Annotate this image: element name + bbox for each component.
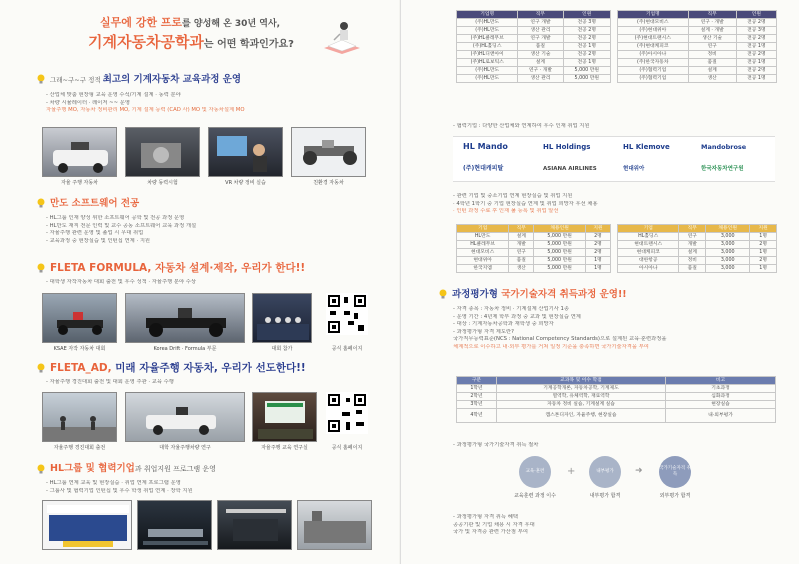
section-bullets-hl-group [46, 480, 391, 495]
section-bullets-curriculum [46, 92, 391, 115]
bullet-item: - HL그룹 인재 양성 위한 소프트웨어 공학 및 전공 과정 운영 [46, 215, 185, 221]
lightbulb-icon [35, 197, 47, 209]
lightbulb-icon [35, 73, 47, 85]
logo-hl-holdings: HL Holdings [543, 142, 591, 151]
page-title [88, 33, 294, 52]
photo-caption: 대학 자율주행차량 연구 [159, 445, 211, 451]
section-title-formula: FLETA FORMULA, 자동차 설계·제작, 우리가 한다!! [50, 262, 306, 274]
table-row: (주)HL만도 연구 · 개발 5,000 만원 [457, 67, 611, 75]
table-internship-a [456, 224, 611, 273]
photo-hl-building [217, 500, 292, 550]
lightbulb-icon [437, 288, 449, 300]
bullet-item: - 대학생 자작자동차 대회 출전 및 우수 성적 · 자율주행 분야 수상 [46, 279, 197, 285]
photo-caption: VR 차량 정비 실습 [225, 180, 266, 186]
bullet-item: - 자율주행 경진대회 출전 및 대회 운영 주관 · 교육 수행 [46, 379, 174, 385]
step-training-icon: 교육·훈련 [519, 456, 551, 488]
table-row: 현대모비스 연구 5,000 만원 2명 [457, 249, 611, 257]
bullet-item: - 산업체 맞춤 현장형 교육 운영 수석/기계 설계 · 동력 분야 [46, 92, 181, 98]
bullet-item: - 그룹사 및 협력기업 인턴십 및 우수 학생 취업 연계 · 장학 지원 [46, 487, 193, 494]
section-title-software: 만도 소프트웨어 전공 [50, 198, 140, 209]
step-caption: 교육훈련 과정 이수 [514, 493, 556, 499]
photo-team [252, 293, 312, 343]
table-header-row: 기업명 직무 인원 [618, 11, 777, 19]
bullet-item: 자율주행 MO, 자동차 정비관리 MO, 기계 설계 능력 (CAD 사) MO 및 자동차설계 MO [46, 107, 245, 113]
table-row: (주)한국자동차 품질 전공 1명 [618, 59, 777, 67]
left-page [0, 0, 399, 564]
table-row: 현대위아 품질 5,000 만원 1명 [457, 257, 611, 265]
bullet-item: - 교육과정 중 현장실습 및 인턴십 연계 · 지원 [46, 237, 151, 244]
section-bullets-formula [46, 279, 386, 287]
section-title-certification: 과정평가형 국가기술자격 취득과정 운영!! [452, 289, 627, 300]
bullet-item: - HL만도 재직 전문 인력 및 교수 공동 소프트웨어 교육 과정 개설 [46, 222, 197, 229]
photo-autonomous-vehicle [125, 392, 245, 442]
table-row: (주)HL로보틱스 설계 전공 1명 [457, 59, 611, 67]
table-row: (주)HL만도 생산 관리 전공 2명 [457, 27, 611, 35]
table-header-row: 기업 직무 채용인원 지원 [457, 225, 611, 233]
bullet-item: - 운영 기간 : 4년제 학부 과정 중 교과 및 현장실습 연계 [453, 313, 581, 320]
header-line1 [100, 16, 280, 30]
table-row: 현대케피코 설계 3,000 1명 [618, 249, 777, 257]
section-title-autonomous: FLETA_AD, 미래 자율주행 자동차, 우리가 선도한다!! [50, 362, 306, 374]
header-text: 를 양성해 온 30년 역사, [182, 19, 281, 29]
photo-autonomous-contest [42, 392, 117, 442]
section-bullets-software [46, 215, 386, 245]
photo-hl-factory [297, 500, 372, 550]
table-row: 한국지엠 생산 5,000 만원 1명 [457, 265, 611, 273]
table-row: 아시아나 품질 3,000 1명 [618, 265, 777, 273]
logo-hyundai-capital: (주)현대캐피탈 [463, 165, 504, 173]
table-row: (주)아시아나 정비 전공 2명 [618, 51, 777, 59]
table-row: (주)협력기업 설계 전공 2명 [618, 67, 777, 75]
table-row: (주)현대위아 설계 · 개발 전공 3명 [618, 27, 777, 35]
section-bullets-autonomous [46, 379, 386, 387]
table-row: (주)HL만도 생산 관리 5,000 만원 [457, 75, 611, 83]
step-certificate-icon: 국가기술자격 취득 [659, 456, 691, 488]
bullet-item: - 자격 종목 : 자동차 정비 · 기계설계 산업기사 1종 [453, 306, 570, 312]
internship-info: - 관련 기업 및 중소기업 연계 현장실습 및 취업 지원 · 4학년 1학기 중 기업 현장실습 연계 및 취업 희망자 우선 채용 · 인턴 과정 수료 후 인재 풀 등록 및 취업 알선 [453, 193, 598, 214]
logo-asiana-airlines: ASIANA AIRLINES [543, 165, 597, 172]
bullet-item: - HL그룹 연계 교육 및 현장실습 · 취업 연계 프로그램 운영 [46, 480, 181, 486]
table-header-row: 구분 교과목 및 이수 학점 비고 [457, 377, 776, 385]
photo-autonomous-car [42, 127, 117, 177]
section-title-hl-group: HL그룹 및 협력기업과 취업지원 프로그램 운영 [50, 463, 216, 474]
photo-caption: 자율주행 교육 연구실 [261, 445, 308, 451]
photo-hl-training [42, 500, 132, 550]
table-hl-group [456, 10, 611, 83]
table-row: 3학년 자동차 정비 실습, 기계설계 실습 현장실습 [457, 401, 776, 409]
step-caption: 내부평가 합격 [589, 493, 621, 499]
table-row: (주)HL클레무브 연구 개발 전공 2명 [457, 35, 611, 43]
partners-label: - 협력기업 : 다양한 산업체와 연계하여 우수 인재 취업 지원 [453, 123, 590, 129]
table-row: (주)HL만도 연구 개발 전공 3명 [457, 19, 611, 27]
reading-person-illustration [318, 18, 364, 58]
table-row: HL클레무브 개발 5,000 만원 2명 [457, 241, 611, 249]
table-internship-b [617, 224, 777, 273]
benefits-footer: - 과정평가형 자격 취득 혜택 공공기관 및 기업 채용 시 자격 우대 국가 및 자격증 관련 가산점 부여 [453, 514, 535, 535]
logo-mandobrose: Mandobrose [701, 142, 747, 151]
bullet-item: 국가직무능력표준(NCS : National Competency Standards)으로 설계된 교육·훈련과정을 [453, 336, 667, 342]
plus-icon: + [567, 466, 576, 477]
arrow-right-icon: ➜ [635, 466, 643, 476]
qr-caption: 공식 홈페이지 [331, 346, 363, 352]
logo-hyundai-wia: 현대위아 [623, 165, 645, 172]
photo-vr-training [208, 127, 283, 177]
photo-caption: 친환경 자동차 [313, 180, 344, 186]
table-row: 현대트랜시스 개발 3,000 2명 [618, 241, 777, 249]
table-row: 대한항공 정비 3,000 2명 [618, 257, 777, 265]
table-row: 1학년 기계공학개론, 자동차공학, 기계제도 기초과정 [457, 385, 776, 393]
table-row: 2학년 열역학, 유체역학, 재료역학 심화과정 [457, 393, 776, 401]
section-title-curriculum: 그래~구~구 정적 최고의 기계자동차 교육과정 운영 [50, 74, 242, 85]
qr-code-formula[interactable] [326, 293, 368, 335]
bullet-item: - 차량 시뮬레이터 · 레이저 ~~ 운영 [46, 99, 130, 106]
photo-ksae-competition [42, 293, 117, 343]
table-row: 4학년 캡스톤디자인, 자율주행, 현장실습 내·외부평가 [457, 409, 776, 423]
bullet-item: - 자율주행 관련 운영 및 졸업 시 우대 취업 [46, 230, 144, 236]
photo-eco-car [291, 127, 366, 177]
table-row: HL만도 설계 5,000 만원 2명 [457, 233, 611, 241]
photo-caption: 자율 주행 자동차 [61, 180, 98, 186]
lightbulb-icon [35, 362, 47, 374]
photo-engine-test [125, 127, 200, 177]
table-partner-companies [617, 10, 777, 83]
photo-caption: 대회 참가 [271, 346, 293, 352]
page-title-highlight: 기계자동차공학과 [88, 33, 204, 51]
table-row: (주)HL디앤아이 생산 기술 전공 2명 [457, 51, 611, 59]
qr-code-autonomous[interactable] [326, 392, 368, 434]
photo-formula-car [125, 293, 245, 343]
page-title-text: 는 어떤 학과인가요? [203, 39, 294, 50]
lightbulb-icon [35, 262, 47, 274]
photo-hl-showroom [137, 500, 212, 550]
photo-caption: KSAE 자작 자동차 대회 [53, 346, 106, 352]
table-row: (주)현대트랜시스 생산 기술 전공 2명 [618, 35, 777, 43]
bullet-item: 체계적으로 이수하고 내·외부 평가를 거쳐 일정 기준을 충족하면 국가기술자격을 부여 [453, 343, 649, 350]
qr-caption: 공식 홈페이지 [331, 445, 363, 451]
photo-caption: Korea Drift · Formula 부문 [153, 346, 217, 352]
table-header-row: 기업명 직무 인원 [457, 11, 611, 19]
photo-caption: 차량 동력시험 [147, 180, 178, 186]
logo-hl-mando: HL Mando [463, 142, 508, 151]
section-bullets-certification [453, 306, 778, 351]
bullet-item: - 대상 : 기계자동차공학과 재학생 중 희망자 [453, 321, 554, 327]
right-page [400, 0, 799, 564]
table-header-row: 기업 직무 채용인원 지원 [618, 225, 777, 233]
table-curriculum [456, 376, 776, 423]
table-row: (주)협력기업 생산 전공 1명 [618, 75, 777, 83]
table-row: (주)현대케피코 연구 전공 1명 [618, 43, 777, 51]
step-evaluation-icon: 내부평가 [589, 456, 621, 488]
lightbulb-icon [35, 463, 47, 475]
process-label: - 과정평가형 국가기술자격 취득 절차 [453, 442, 539, 448]
logo-katech: 한국자동차연구원 [701, 165, 744, 172]
photo-education-lab [252, 392, 317, 442]
logo-hl-klemove: HL Klemove [623, 142, 670, 151]
header-highlight: 실무에 강한 프로 [100, 16, 183, 29]
step-caption: 외부평가 합격 [659, 493, 691, 499]
bullet-item: - 과정평가형 자격 제도란? [453, 328, 514, 335]
table-row: (주)현대모비스 연구 · 개발 전공 2명 [618, 19, 777, 27]
photo-caption: 자율주행 경진대회 출전 [53, 445, 106, 451]
table-row: (주)HL홀딩스 품질 전공 1명 [457, 43, 611, 51]
table-row: HL홀딩스 연구 3,000 1명 [618, 233, 777, 241]
